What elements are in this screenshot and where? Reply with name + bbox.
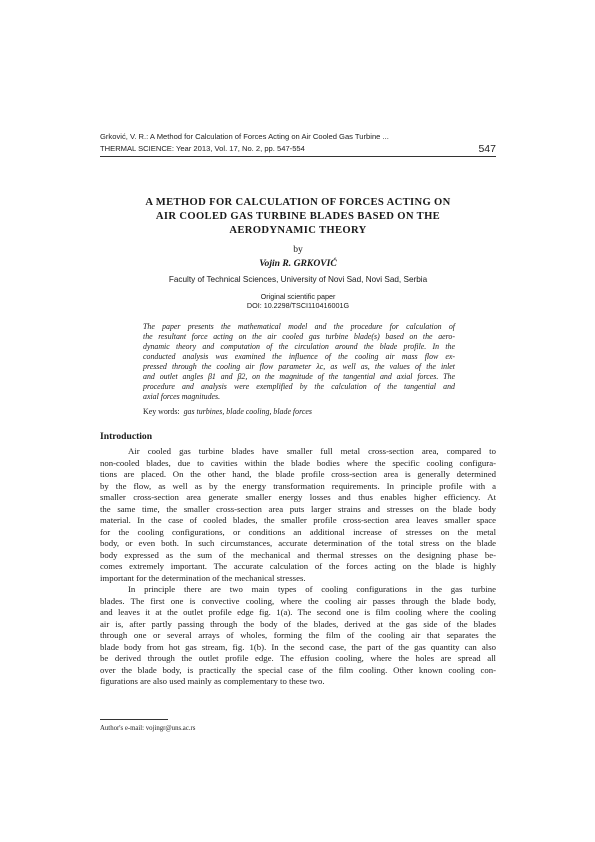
body-line: by the flow, as well as by the energy transformation requirements. In principle profile with a: [100, 480, 496, 491]
abstract: [143, 322, 455, 402]
running-head: [100, 131, 496, 155]
abstract-line: axial forces magnitudes.: [143, 392, 221, 402]
by-label: by: [293, 244, 303, 255]
section-heading: Introduction: [100, 431, 153, 442]
footnote-rule: [100, 719, 168, 720]
body-line: smaller cross-section area generate smaller energy losses and thus enables higher efficiency. At: [100, 492, 496, 502]
body-line: blades. The first one is convective cooling, where the cooling air passes through the blade body,: [100, 595, 496, 606]
abstract-line: pressed through the cooling air flow parameter λc, as well as, the values of the inlet: [143, 362, 455, 372]
paper-type: Original scientific paper: [260, 292, 336, 301]
title-line: AERODYNAMIC THEORY: [229, 225, 367, 236]
running-head-line2: THERMAL SCIENCE: Year 2013, Vol. 17, No. 2, pp. 547-554: [100, 144, 305, 153]
running-head-line1: Grković, V. R.: A Method for Calculation of Forces Acting on Air Cooled Gas Turbine ...: [100, 132, 389, 141]
body-text: [100, 446, 496, 688]
affiliation: Faculty of Technical Sciences, University of Novi Sad, Novi Sad, Serbia: [168, 275, 428, 284]
paper-title: [105, 196, 491, 238]
body-line: over the blade body, is practically the special case of the film cooling. Other known cooling con-: [100, 664, 496, 675]
keywords: [143, 407, 455, 417]
body-line: body, or even both. In such circumstances, accurate determination of the total stress on the blade: [100, 538, 496, 548]
body-line: comes extremely important. The accurate calculation of the forces acting on the blade is highly: [100, 561, 496, 571]
author-name: Vojin R. GRKOVIĆ: [259, 258, 337, 269]
doi: DOI: 10.2298/TSCI110416001G: [246, 301, 350, 310]
body-line: important for the determination of the mechanical stresses.: [100, 572, 306, 583]
body-line: for the cooling configurations, or conditions an additional increase of stresses on the metal: [100, 526, 496, 537]
body-line: figurations are also used mainly as complementary to these two.: [100, 676, 325, 686]
body-line: be derived through the outlet profile edge. The effusion cooling, where the holes are spread all: [100, 653, 496, 663]
title-line: A METHOD FOR CALCULATION OF FORCES ACTING ON: [145, 197, 451, 208]
body-line: In principle there are two main types of cooling configurations in the gas turbine: [128, 584, 496, 594]
body-line: tions are placed. On the other hand, the blade profile cross-section area is generally determined: [100, 469, 496, 479]
abstract-line: the resultant force acting on the air cooled gas turbine blade(s) based on the aero-: [143, 332, 455, 342]
body-line: blade body from hot gas stream, fig. 1(b). In the second case, the part of the gas quantity can also: [100, 641, 496, 652]
body-line: and leaves it at the outlet profile edge fig. 1(a). The second one is film cooling where the cooling: [100, 607, 496, 617]
abstract-line: The paper presents the mathematical model and the procedure for calculation of: [143, 322, 455, 331]
abstract-line: conducted analysis was examined the influence of the cooling air mass flow ex-: [143, 352, 455, 362]
page-number: 547: [478, 143, 496, 155]
keywords-label: Key words:: [143, 407, 180, 416]
body-line: the same time, the smaller cross-section area puts larger strains and stresses on the blade body: [100, 503, 496, 514]
body-line: through one or several arrays of wholes, forming the film of the cooling air that separates the: [100, 630, 496, 640]
body-line: body expressed as the sum of the mechanical and thermal stresses on the designing phase be-: [100, 549, 496, 560]
abstract-line: dynamic theory and computation of the circulation around the blade profile. In the: [143, 342, 455, 352]
abstract-line: procedure and analysis were exemplified by the calculation of the tangential and: [143, 382, 455, 392]
body-line: Air cooled gas turbine blades have smaller full metal cross-section area, compared to: [128, 446, 496, 456]
footnote: Author's e-mail: vojingr@uns.ac.rs: [100, 725, 196, 732]
body-line: material. In the case of cooled blades, the smaller profile cross-section area leaves smaller space: [100, 515, 496, 525]
header-rule: [100, 156, 496, 157]
body-line: non-cooled blades, due to cavities within the blade bodies where the specific cooling configura-: [100, 457, 496, 468]
title-line: AIR COOLED GAS TURBINE BLADES BASED ON THE: [155, 211, 441, 222]
body-line: air is, after partly passing through the body of the blades, derived at the gas side of the blades: [100, 618, 496, 629]
keywords-values: gas turbines, blade cooling, blade forces: [183, 407, 312, 416]
abstract-line: and outlet angles β1 and β2, on the magnitude of the tangential and axial forces. The: [143, 372, 455, 382]
